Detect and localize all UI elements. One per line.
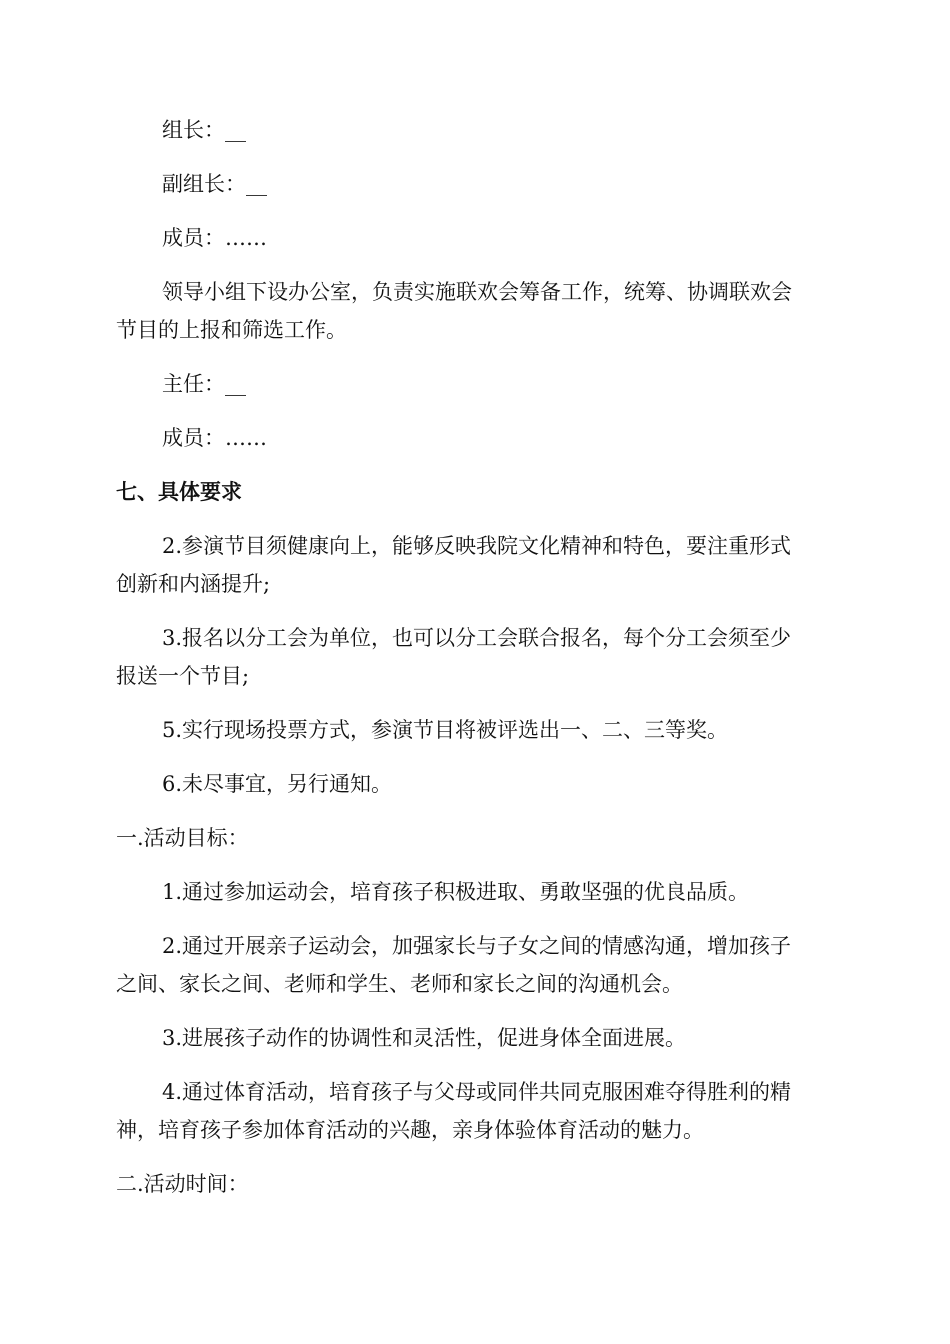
leader-line: 组长：__ <box>162 118 246 142</box>
requirement-2-line-1: 2.参演节目须健康向上，能够反映我院文化精神和特色，要注重形式 <box>162 534 792 558</box>
requirement-3-line-2: 报送一个节目; <box>116 664 250 688</box>
requirement-5-line: 5.实行现场投票方式，参演节目将被评选出一、二、三等奖。 <box>162 718 729 742</box>
section-heading-goals: 一.活动目标： <box>116 826 249 850</box>
director-line: 主任：__ <box>162 372 246 396</box>
office-paragraph-line-2: 节目的上报和筛选工作。 <box>116 318 347 342</box>
requirement-3-line-1: 3.报名以分工会为单位，也可以分工会联合报名，每个分工会须至少 <box>162 626 792 650</box>
goal-4-line-1: 4.通过体育活动，培育孩子与父母或同伴共同克服困难夺得胜利的精 <box>162 1080 792 1104</box>
goal-1-line: 1.通过参加运动会，培育孩子积极进取、勇敢坚强的优良品质。 <box>162 880 750 904</box>
members-line: 成员：…… <box>162 226 267 250</box>
office-members-line: 成员：…… <box>162 426 267 450</box>
section-heading-time: 二.活动时间： <box>116 1172 249 1196</box>
office-paragraph-line-1: 领导小组下设办公室，负责实施联欢会筹备工作，统筹、协调联欢会 <box>162 280 792 304</box>
deputy-leader-line: 副组长：__ <box>162 172 267 196</box>
section-heading-requirements: 七、具体要求 <box>116 479 242 504</box>
goal-3-line: 3.进展孩子动作的协调性和灵活性，促进身体全面进展。 <box>162 1026 687 1050</box>
requirement-6-line: 6.未尽事宜，另行通知。 <box>162 772 393 796</box>
goal-4-line-2: 神，培育孩子参加体育活动的兴趣，亲身体验体育活动的魅力。 <box>116 1118 704 1142</box>
goal-2-line-2: 之间、家长之间、老师和学生、老师和家长之间的沟通机会。 <box>116 972 683 996</box>
requirement-2-line-2: 创新和内涵提升; <box>116 572 271 596</box>
goal-2-line-1: 2.通过开展亲子运动会，加强家长与子女之间的情感沟通，增加孩子 <box>162 934 792 958</box>
